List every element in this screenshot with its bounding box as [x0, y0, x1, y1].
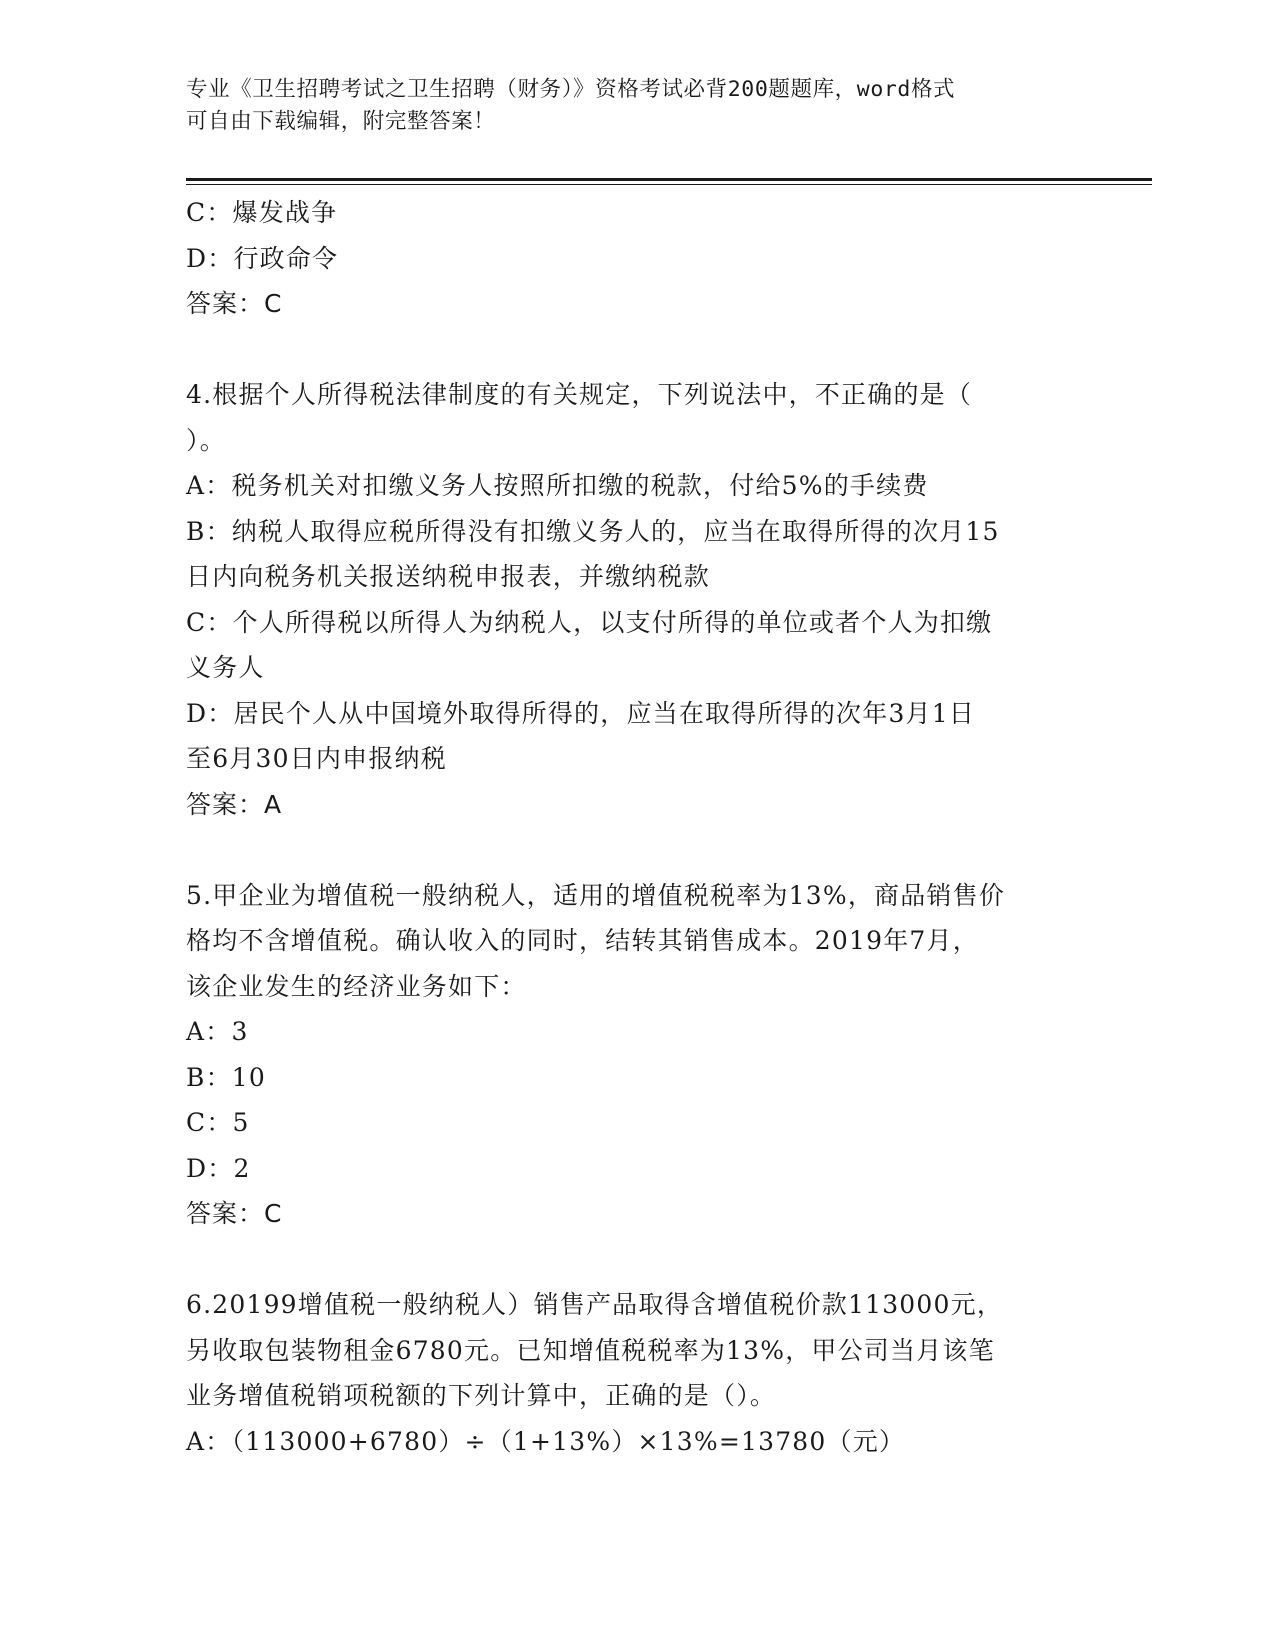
question-stem-line: 该企业发生的经济业务如下： [186, 971, 527, 1001]
option-a: A：税务机关对扣缴义务人按照所扣缴的税款，付给5%的手续费 [186, 471, 929, 500]
option-c: C：个人所得税以所得人为纳税人，以支付所得的单位或者个人为扣缴 [186, 607, 993, 637]
option-d-continued: 至6月30日内申报纳税 [186, 744, 447, 773]
question-6 [186, 1282, 1086, 1464]
option-c: C：5 [186, 1108, 250, 1137]
option-d: D：居民个人从中国境外取得所得的，应当在取得所得的次年3月1日 [186, 698, 976, 728]
header-line-2: 可自由下载编辑，附完整答案！ [186, 109, 496, 134]
question-stem-line: 6.20199增值税一般纳税人）销售产品取得含增值税价款113000元， [186, 1290, 1004, 1319]
prev-question-block [186, 190, 1086, 327]
option-d: D：行政命令 [186, 243, 339, 273]
answer-line: 答案：A [186, 789, 283, 819]
question-5 [186, 873, 1086, 1237]
option-b: B：10 [186, 1062, 266, 1092]
question-stem-line: 业务增值税销项税额的下列计算中，正确的是（）。 [186, 1381, 777, 1410]
question-stem-line: 4.根据个人所得税法律制度的有关规定，下列说法中，不正确的是（ [186, 380, 973, 409]
option-c-continued: 义务人 [186, 653, 265, 682]
answer-line: 答案：C [186, 1199, 283, 1228]
option-d: D：2 [186, 1153, 251, 1183]
option-b: B：纳税人取得应税所得没有扣缴义务人的，应当在取得所得的次月15 [186, 516, 1000, 546]
question-4 [186, 372, 1086, 827]
header-line-1: 专业《卫生招聘考试之卫生招聘（财务）》资格考试必背200题题库，word格式 [186, 77, 956, 102]
option-b-continued: 日内向税务机关报送纳税申报表，并缴纳税款 [186, 562, 711, 591]
header-divider-thick [186, 178, 1152, 181]
document-body [186, 190, 1086, 1464]
question-stem-line: 格均不含增值税。确认收入的同时，结转其销售成本。2019年7月， [186, 926, 979, 955]
answer-line: 答案：C [186, 289, 283, 318]
document-header [186, 74, 1066, 138]
option-a: A：3 [186, 1017, 249, 1046]
question-stem-line: 5.甲企业为增值税一般纳税人，适用的增值税税率为13%，商品销售价 [186, 880, 1006, 910]
option-c: C：爆发战争 [186, 198, 338, 227]
question-stem-line: ）。 [186, 425, 226, 455]
option-a: A：（113000+6780）÷（1+13%）×13%=13780（元） [186, 1426, 906, 1456]
question-stem-line: 另收取包装物租金6780元。已知增值税税率为13%，甲公司当月该笔 [186, 1335, 995, 1365]
header-divider-thin [186, 184, 1152, 185]
